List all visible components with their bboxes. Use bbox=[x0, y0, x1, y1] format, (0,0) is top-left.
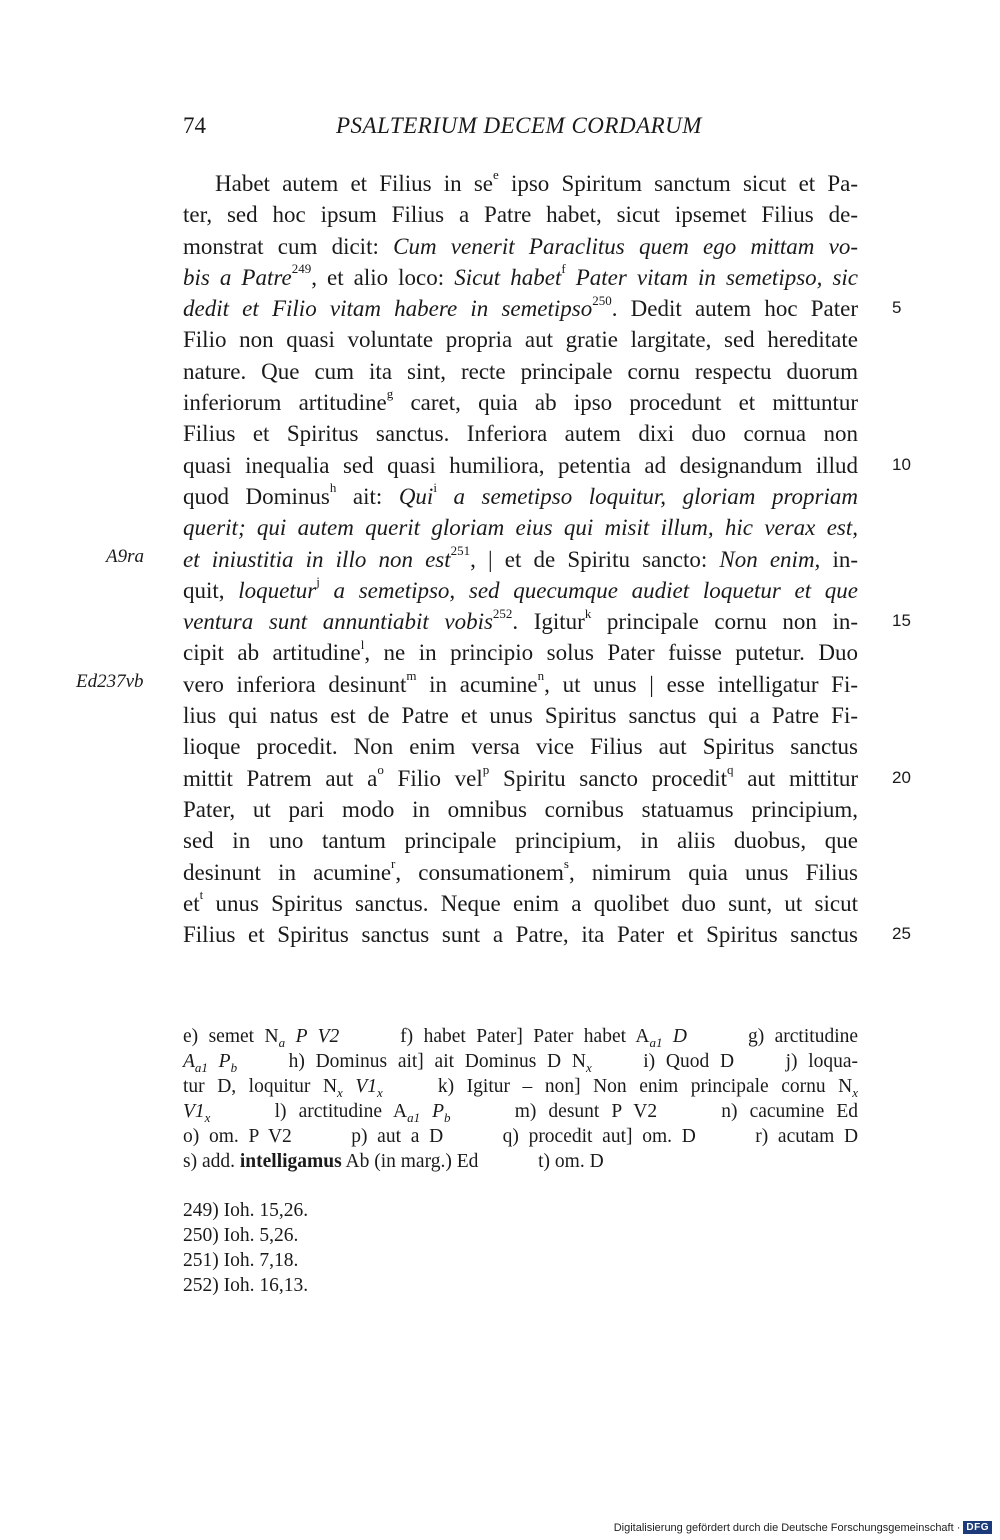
apparatus-line: o) om. P V2 p) aut a D q) procedit aut] om. D r) acutam D bbox=[183, 1126, 859, 1147]
text-line: $et^t$ unus Spiritus sanctus. Neque enim a quolibet duo sunt, ut sicut bbox=[183, 887, 858, 916]
dfg-logo-icon: DFG bbox=[963, 1521, 992, 1534]
text-line: dedit et Filio vitam habere in semetipso$^{250}$. Dedit autem hoc Pater bbox=[183, 292, 858, 322]
text-line: nature. Que cum ita sint, recte principale cornu respectu duorum bbox=[183, 358, 858, 384]
text-line: vero inferiora desinunt$^m$ in acumine$^n$, ut unus | esse intelligatur Fi- bbox=[183, 668, 859, 697]
running-head: PSALTERIUM DECEM CORDARUM bbox=[336, 113, 702, 138]
line-number-20: 20 bbox=[892, 768, 911, 787]
footer-text: Digitalisierung gefördert durch die Deutsche Forschungsgemeinschaft · bbox=[613, 1521, 961, 1534]
text-line: quasi inequalia sed quasi humiliora, petentia ad designandum illud bbox=[183, 452, 858, 478]
apparatus-line: $A_{a1}$ $P_b$ h) Dominus ait] ait Dominus D $N_x$ i) Quod D j) loqua- bbox=[183, 1051, 859, 1075]
source-references bbox=[183, 1198, 308, 1298]
line-number-15: 15 bbox=[892, 611, 911, 630]
text-line: ventura sunt annuntiabit vobis$^{252}$. Igitur$^k$ principale cornu non in- bbox=[183, 605, 858, 635]
critical-apparatus bbox=[183, 1024, 858, 1174]
text-line: ter, sed hoc ipsum Filius a Patre habet, sicut ipsemet Filius de- bbox=[183, 202, 858, 228]
text-line: monstrat cum dicit: Cum venerit Paraclitus quem ego mittam vo- bbox=[183, 233, 859, 259]
text-line: mittit Patrem aut $a^o$ Filio vel$^p$ Spiritu sancto procedit$^q$ aut mittitur bbox=[183, 761, 859, 791]
margin-siglum-ed237vb: Ed237vb bbox=[76, 671, 144, 692]
apparatus-line: s) add. intelligamus Ab (in marg.) Ed t) om. D bbox=[183, 1151, 604, 1172]
source-note: 252) Ioh. 16,13. bbox=[183, 1275, 309, 1296]
apparatus-line: $V1_x$ l) arctitudine $A_{a1}$ $P_b$ m) desunt P V2 n) cacumine Ed bbox=[183, 1101, 859, 1125]
text-line: quod Dominus$^h$ ait: Qui$^i$ a semetipso loquitur, gloriam propriam bbox=[183, 480, 858, 509]
apparatus-line: tur D, loquitur $N_x$ $V1_x$ k) Igitur – non] Non enim principale cornu $N_x$ bbox=[183, 1076, 859, 1100]
text-line: Filius et Spiritus sanctus sunt a Patre, ita Pater et Spiritus sanctus bbox=[183, 922, 858, 948]
text-line: quit, loquetur$^j$ a semetipso, sed quecumque audiet loquetur et que bbox=[183, 574, 859, 603]
line-number-25: 25 bbox=[892, 924, 911, 943]
source-note: 251) Ioh. 7,18. bbox=[183, 1250, 299, 1271]
text-line: cipit ab artitudine$^l$, ne in principio solus Pater fuisse putetur. Duo bbox=[183, 636, 858, 666]
line-number-10: 10 bbox=[892, 455, 911, 474]
text-line: lioque procedit. Non enim versa vice Filius aut Spiritus sanctus bbox=[183, 734, 858, 760]
text-line: lius qui natus est de Patre et unus Spiritus sanctus qui a Patre Fi- bbox=[183, 703, 858, 729]
text-line: inferiorum artitudine$^g$ caret, quia ab ipso procedunt et mittuntur bbox=[183, 386, 858, 416]
page-number: 74 bbox=[183, 113, 206, 138]
text-line: desinunt in acumine$^r$, consumationem$^s$, nimirum quia unus Filius bbox=[183, 855, 858, 885]
text-line: bis a Patre$^{249}$, et alio loco: Sicut habet$^f$ Pater vitam in semetipso, sic bbox=[183, 261, 859, 290]
text-line: Habet autem et Filius in $se^e$ ipso Spiritum sanctum sicut et Pa- bbox=[215, 167, 858, 196]
source-note: 249) Ioh. 15,26. bbox=[183, 1200, 309, 1221]
main-text bbox=[183, 168, 858, 950]
margin-siglum-a9ra: A9ra bbox=[106, 546, 144, 567]
text-line: et iniustitia in illo non est$^{251}$, | et de Spiritu sancto: Non enim, in- bbox=[183, 542, 858, 572]
text-line: querit; qui autem querit gloriam eius qui misit illum, hic verax est, bbox=[183, 515, 858, 541]
text-line: sed in uno tantum principale principium, in aliis duobus, que bbox=[183, 828, 858, 854]
text-line: Filio non quasi voluntate propria aut gratie largitate, sed hereditate bbox=[183, 327, 858, 353]
source-note: 250) Ioh. 5,26. bbox=[183, 1225, 299, 1246]
footer-credit bbox=[614, 1521, 992, 1534]
apparatus-line: e) semet $N_a$ P V2 f) habet Pater] Pater habet $A_{a1}$ D g) arctitudine bbox=[183, 1026, 859, 1050]
line-number-5: 5 bbox=[892, 298, 902, 317]
text-line: Filius et Spiritus sanctus. Inferiora autem dixi duo cornua non bbox=[183, 421, 858, 447]
text-line: Pater, ut pari modo in omnibus cornibus statuamus principium, bbox=[183, 796, 858, 822]
